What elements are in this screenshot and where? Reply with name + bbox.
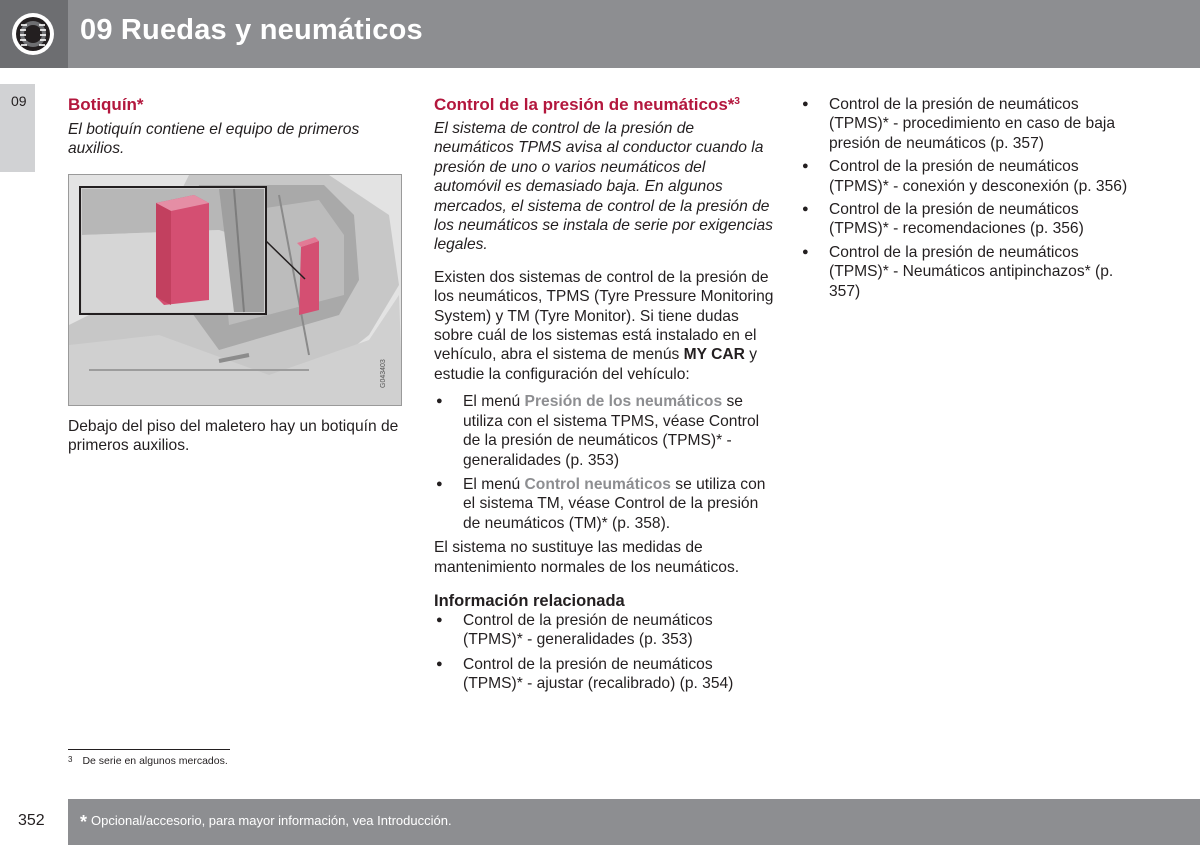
first-aid-body: Debajo del piso del maletero hay un botiquín de primeros auxilios.	[68, 418, 399, 455]
optional-star: *	[80, 812, 88, 832]
figure-code: G043403	[380, 359, 387, 388]
list-item-text: se utiliza con el sistema TM, véase Control de la presión de neumáticos (TM)* (p. 358).	[463, 475, 766, 532]
related-item: ● Control de la presión de neumáticos (TPMS)* - recomendaciones (p. 356)	[800, 200, 1140, 239]
related-info-title: Información relacionada	[434, 591, 625, 610]
chapter-tab	[0, 84, 35, 172]
related-list-continued	[800, 95, 1140, 301]
related-item: ● Control de la presión de neumáticos (TPMS)* - ajustar (recalibrado) (p. 354)	[434, 655, 774, 694]
menu-name-tire-control: Control neumáticos	[524, 475, 671, 493]
section-title-tpms	[434, 94, 774, 116]
list-item-text: El menú	[463, 393, 525, 411]
related-list	[434, 611, 774, 694]
related-item: ● Control de la presión de neumáticos (TPMS)* - conexión y desconexión (p. 356)	[800, 157, 1140, 196]
footnote	[68, 755, 228, 767]
section-title-first-aid: Botiquín*	[68, 95, 144, 114]
column-tpms	[434, 94, 774, 694]
my-car-menu-name: MY CAR	[683, 346, 745, 364]
footnote-number: 3	[68, 755, 73, 764]
tpms-body-2: El sistema no sustituye las medidas de mantenimiento normales de los neumáticos.	[434, 539, 740, 576]
related-item: ● Control de la presión de neumáticos (TPMS)* - Neumáticos antipinchazos* (p. 357)	[800, 243, 1140, 301]
column-related-continued	[800, 95, 1140, 301]
menu-name-tire-pressure: Presión de los neumáticos	[524, 393, 723, 411]
list-item-text: El menú	[463, 475, 525, 493]
chapter-title: 09 Ruedas y neumáticos	[80, 14, 423, 46]
header-icon-block	[0, 0, 68, 68]
list-item-text: se utiliza con el sistema TPMS, véase Control de la presión de neumáticos (TPMS)* - generalidades (p. 353)	[463, 393, 760, 469]
column-first-aid	[68, 94, 406, 159]
wheel-icon	[10, 11, 56, 57]
footnote-text: De serie en algunos mercados.	[82, 755, 228, 767]
first-aid-body-block	[68, 417, 406, 456]
related-item: ● Control de la presión de neumáticos (TPMS)* - procedimiento en caso de baja presión de neumáticos (p. 357)	[800, 95, 1140, 153]
first-aid-lead: El botiquín contiene el equipo de primeros auxilios.	[68, 121, 360, 158]
tpms-body-1-text: Existen dos sistemas de control de la presión de los neumáticos, TPMS (Tyre Pressure Monitoring System) y TM (Tyre Monitor). Si tiene dudas sobre cuál de los sistemas está instalado en el vehículo, abra el sistema de menús	[434, 268, 774, 364]
tpms-body-1	[434, 268, 774, 384]
tpms-title-text: Control de la presión de neumáticos*	[434, 95, 735, 114]
footnote-ref: 3	[734, 96, 740, 107]
tpms-menu-list	[434, 392, 774, 533]
list-item	[434, 475, 774, 533]
list-item	[434, 392, 774, 470]
trunk-illustration	[68, 174, 402, 406]
related-item: ● Control de la presión de neumáticos (TPMS)* - generalidades (p. 353)	[434, 611, 774, 650]
footnote-rule	[68, 749, 230, 750]
footer-note-text: Opcional/accesorio, para mayor información, vea Introducción.	[91, 813, 452, 828]
footer-note	[80, 812, 452, 833]
tpms-body-1-end: y estudie la configuración del vehículo:	[434, 346, 758, 383]
tpms-lead: El sistema de control de la presión de neumáticos TPMS avisa al conductor cuando la presión de uno o varios neumáticos del automóvil es demasiado baja. En algunos mercados, el sistema de control de la presión de los neumáticos se instala de serie por exigencias legales.	[434, 120, 773, 254]
chapter-tab-number: 09	[11, 93, 27, 109]
page-number: 352	[18, 812, 45, 829]
